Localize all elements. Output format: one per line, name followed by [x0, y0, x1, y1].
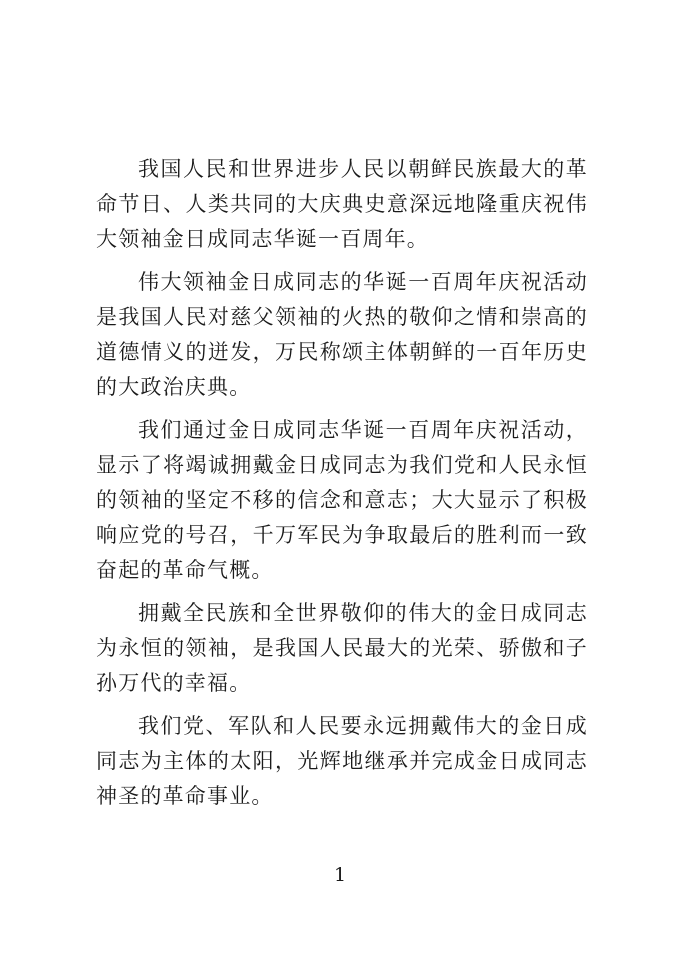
body-text — [96, 152, 588, 822]
paragraph-2: 伟大领袖金日成同志的华诞一百周年庆祝活动是我国人民对慈父领袖的火热的敬仰之情和崇高的道德情义的迸发，万民称颂主体朝鲜的一百年历史的大政治庆典。 — [96, 270, 588, 399]
paragraph-1: 我国人民和世界进步人民以朝鲜民族最大的革命节日、人类共同的大庆典史意深远地隆重庆祝伟大领袖金日成同志华诞一百周年。 — [96, 157, 588, 251]
paragraph-4: 拥戴全民族和全世界敬仰的伟大的金日成同志为永恒的领袖，是我国人民最大的光荣、骄傲和子孙万代的幸福。 — [96, 601, 588, 695]
paragraph-3: 我们通过金日成同志华诞一百周年庆祝活动，显示了将竭诚拥戴金日成同志为我们党和人民永恒的领袖的坚定不移的信念和意志；大大显示了积极响应党的号召，千万军民为争取最后的胜利而一致奋起的革命气概。 — [96, 418, 588, 582]
page-number: 1 — [333, 864, 347, 886]
paragraph-5: 我们党、军队和人民要永远拥戴伟大的金日成同志为主体的太阳，光辉地继承并完成金日成同志神圣的革命事业。 — [96, 714, 588, 808]
